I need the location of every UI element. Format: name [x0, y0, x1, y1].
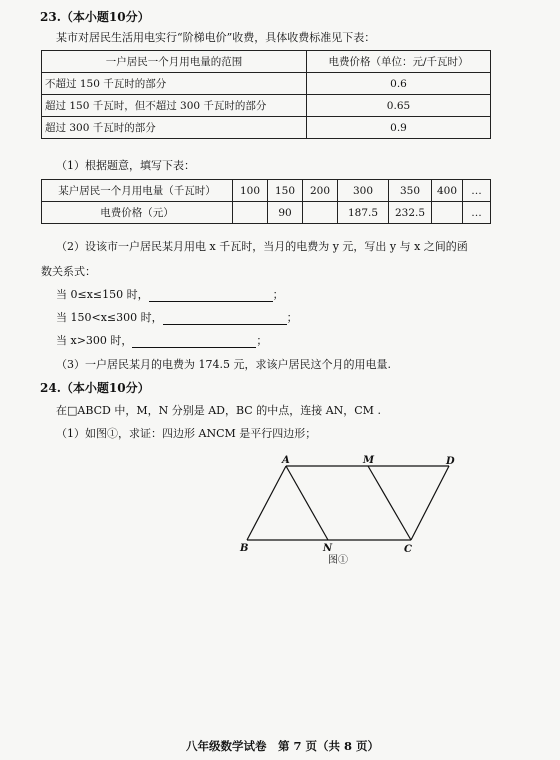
q24-intro: 在□ABCD 中，M，N 分别是 AD，BC 的中点，连接 AN，CM .	[56, 404, 381, 417]
q24-part1: （1）如图①，求证：四边形 ANCM 是平行四边形；	[56, 427, 317, 440]
case2-end: ；	[286, 311, 298, 324]
table-header: 一户居民一个月用电量的范围	[42, 51, 307, 73]
q24-heading: 24.（本小题10分）	[40, 381, 150, 395]
table-cell: 187.5	[338, 202, 389, 224]
table-cell: 232.5	[389, 202, 432, 224]
table-header: 电费价格（单位：元/千瓦时）	[307, 51, 491, 73]
segment-cm	[368, 466, 411, 540]
table-cell: 不超过 150 千瓦时的部分	[42, 73, 307, 95]
table-cell: 350	[389, 180, 432, 202]
table-cell: 150	[268, 180, 303, 202]
segment-ab	[247, 466, 286, 540]
table-cell: 超过 300 千瓦时的部分	[42, 117, 307, 139]
table-cell: 0.6	[307, 73, 491, 95]
case2-label: 当 150<x≤300 时，	[56, 311, 163, 324]
figure-caption: 图①	[328, 555, 348, 566]
q23-intro: 某市对居民生活用电实行“阶梯电价”收费，具体收费标准见下表：	[56, 31, 376, 44]
q23-part3: （3）一户居民某月的电费为 174.5 元，求该户居民这个月的用电量.	[56, 358, 391, 371]
q23-part2-line2: 数关系式：	[41, 265, 96, 278]
case1-label: 当 0≤x≤150 时，	[56, 288, 149, 301]
table-row-label: 某户居民一个月用电量（千瓦时）	[42, 180, 233, 202]
table-cell: 400	[432, 180, 463, 202]
point-m-label: M	[363, 455, 375, 466]
table-cell: 90	[268, 202, 303, 224]
table-cell: 200	[303, 180, 338, 202]
q23-part2-line1: （2）设该市一户居民某月用电 x 千瓦时，当月的电费为 y 元，写出 y 与 x 之间的函	[56, 240, 468, 253]
point-n-label: N	[323, 543, 333, 554]
case1-end: ；	[272, 288, 284, 301]
table-cell: 100	[233, 180, 268, 202]
q23-heading: 23.（本小题10分）	[40, 10, 150, 24]
segment-dc	[411, 466, 449, 540]
q23-part1: （1）根据题意，填写下表：	[56, 159, 195, 172]
point-a-label: A	[282, 455, 290, 466]
table-cell: …	[463, 202, 491, 224]
page-footer: 八年级数学试卷 第 7 页（共 8 页）	[186, 739, 380, 753]
point-b-label: B	[240, 543, 249, 554]
case3-end: ；	[256, 334, 268, 347]
segment-an	[286, 466, 328, 540]
table-cell: 0.9	[307, 117, 491, 139]
table-cell: 超过 150 千瓦时，但不超过 300 千瓦时的部分	[42, 95, 307, 117]
table-cell: 300	[338, 180, 389, 202]
point-c-label: C	[404, 544, 412, 555]
table-cell: …	[463, 180, 491, 202]
case3-label: 当 x>300 时，	[56, 334, 133, 347]
table-row-label: 电费价格（元）	[42, 202, 233, 224]
table-cell: 0.65	[307, 95, 491, 117]
point-d-label: D	[446, 456, 455, 467]
